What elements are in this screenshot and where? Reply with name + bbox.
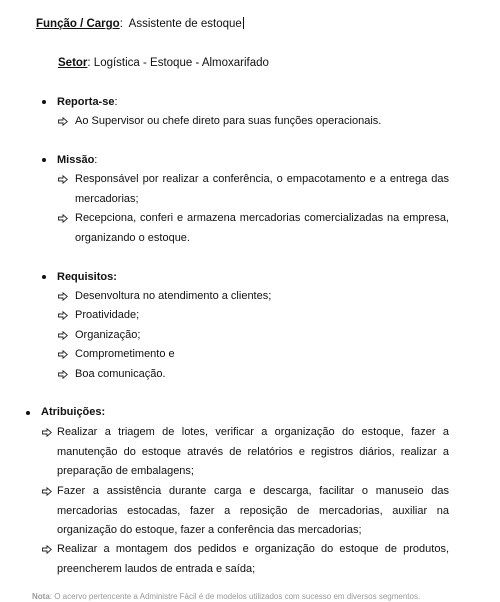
text-cursor (243, 17, 244, 29)
bullet-icon (42, 158, 46, 162)
reporta-item: Ao Supervisor ou chefe direto para suas funções operacionais. (75, 115, 382, 127)
cargo-colon: : (119, 18, 129, 30)
cargo-label: Função / Cargo (36, 18, 120, 30)
arrow-right-icon (58, 117, 68, 126)
arrow-right-icon (42, 487, 52, 496)
atribuicao-item: Realizar a triagem de lotes, verificar a organização do estoque, fazer a manutenção do estoque através de relatórios e registros diários, realizar a preparação de embalagens; (57, 426, 449, 477)
requisito-item: Proatividade; (75, 309, 140, 321)
requisito-item: Boa comunicação. (75, 368, 166, 380)
bullet-icon (42, 275, 46, 279)
arrow-right-icon (58, 292, 68, 301)
arrow-right-icon (58, 214, 68, 223)
bullet-icon (42, 100, 46, 104)
requisito-item: Comprometimento e (75, 348, 175, 360)
requisitos-heading: Requisitos: (57, 271, 117, 283)
arrow-right-icon (42, 428, 52, 437)
arrow-right-icon (58, 331, 68, 340)
cargo-line (36, 17, 244, 31)
note-text: O acervo pertencente a Administre Fácil é de modelos utilizados com sucesso em diversos segmentos. (54, 592, 421, 601)
arrow-right-icon (58, 311, 68, 320)
footer-note: Nota: O acervo pertencente a Administre Fácil é de modelos utilizados com sucesso em diversos segmentos. (32, 592, 421, 601)
requisito-item: Organização; (75, 329, 141, 341)
setor-colon: : (87, 57, 94, 69)
arrow-right-icon (58, 350, 68, 359)
missao-heading: Missão: (57, 154, 98, 166)
cargo-value[interactable]: Assistente de estoque (128, 18, 242, 30)
reporta-heading: Reporta-se: (57, 96, 118, 108)
arrow-right-icon (58, 175, 68, 184)
atribuicao-item: Fazer a assistência durante carga e descarga, facilitar o manuseio das mercadorias estocadas, fazer a reposição de mercadorias, auxiliar na organização do estoque, fazer a conferência das mercadorias; (57, 485, 449, 536)
bullet-icon (26, 411, 30, 415)
requisito-item: Desenvoltura no atendimento a clientes; (75, 290, 272, 302)
missao-item: Responsável por realizar a conferência, o empacotamento e a entrega das mercadorias; (75, 173, 449, 205)
setor-line (58, 56, 269, 70)
missao-item: Recepciona, conferi e armazena mercadorias comercializadas na empresa, organizando o estoque. (75, 212, 449, 244)
setor-value: Logística - Estoque - Almoxarifado (93, 57, 269, 69)
note-label: Nota (32, 592, 50, 601)
atribuicao-item: Realizar a montagem dos pedidos e organização do estoque de produtos, preencherem laudos de entrada e saída; (57, 543, 449, 575)
setor-label: Setor (58, 57, 88, 69)
atribuicoes-heading: Atribuições: (41, 406, 106, 418)
arrow-right-icon (58, 370, 68, 379)
arrow-right-icon (42, 545, 52, 554)
